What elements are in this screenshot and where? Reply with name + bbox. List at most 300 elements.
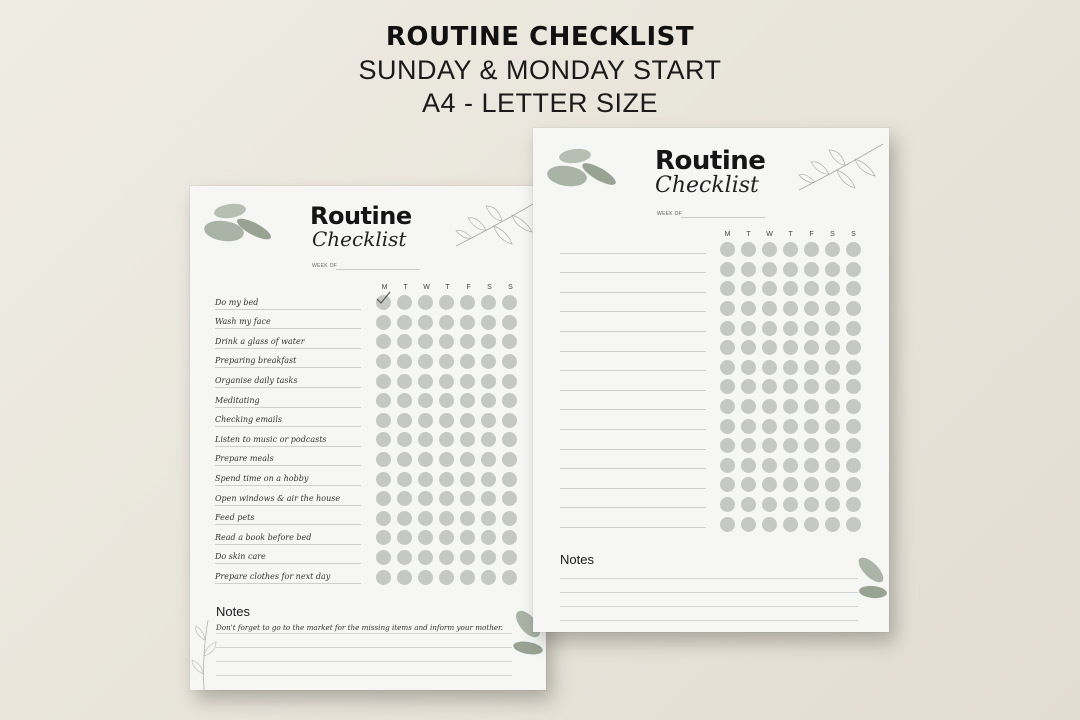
day-checkbox[interactable] [397,491,412,506]
product-subtitle-start: SUNDAY & MONDAY START [358,55,722,85]
task-label: Do my bed [215,297,259,307]
day-checkbox[interactable] [741,242,756,257]
task-row [560,254,706,274]
day-checkbox[interactable] [418,354,433,369]
day-labels [717,231,864,238]
notes-line [560,592,858,593]
checkbox-grid [720,240,867,534]
day-checkbox[interactable] [720,477,735,492]
checkbox-row [376,489,523,509]
task-label: Wash my face [215,317,271,327]
day-checkbox[interactable] [846,262,861,277]
day-checkbox[interactable] [762,281,777,296]
task-row [215,466,361,486]
day-checkbox[interactable] [439,295,454,310]
checkbox-row [376,548,523,568]
day-checkbox[interactable] [720,458,735,473]
day-label: T [403,284,408,291]
task-label: Meditating [215,395,260,405]
day-checkbox[interactable] [502,570,517,585]
day-checkbox[interactable] [460,452,475,467]
task-row [560,508,706,528]
day-checkbox[interactable] [804,281,819,296]
checklist-sheet-blank [533,128,889,632]
day-checkbox[interactable] [804,360,819,375]
day-checkbox[interactable] [439,511,454,526]
day-checkbox[interactable] [376,334,391,349]
day-checkbox[interactable] [804,497,819,512]
day-checkbox[interactable] [762,477,777,492]
day-checkbox[interactable] [783,340,798,355]
day-checkbox[interactable] [846,360,861,375]
day-checkbox[interactable] [376,315,391,330]
checkbox-row [720,514,867,534]
day-checkbox[interactable] [418,570,433,585]
day-checkbox[interactable] [397,511,412,526]
day-checkbox[interactable] [762,262,777,277]
day-checkbox[interactable] [804,438,819,453]
day-checkbox[interactable] [825,438,840,453]
checkbox-row [376,371,523,391]
day-checkbox[interactable] [460,530,475,545]
day-checkbox[interactable] [762,242,777,257]
day-checkbox[interactable] [397,374,412,389]
day-checkbox[interactable] [720,281,735,296]
botanical-branch-icon [190,616,218,690]
leaf-decoration-icon [545,146,623,196]
day-checkbox[interactable] [439,374,454,389]
day-checkbox[interactable] [741,399,756,414]
day-label: S [830,231,835,238]
day-checkbox[interactable] [481,393,496,408]
checklist-sheet-filled [190,186,546,690]
botanical-branch-icon [452,198,546,258]
day-checkbox[interactable] [720,497,735,512]
day-checkbox[interactable] [460,295,475,310]
day-labels [374,284,521,291]
leaf-decoration-icon [202,200,280,250]
day-checkbox[interactable] [481,550,496,565]
notes-line [560,606,858,607]
day-checkbox[interactable] [804,242,819,257]
day-checkbox[interactable] [502,354,517,369]
day-checkbox[interactable] [397,354,412,369]
notes-line [216,633,512,634]
task-row [560,371,706,391]
day-checkbox[interactable] [720,301,735,316]
day-checkbox[interactable] [502,511,517,526]
day-checkbox[interactable] [418,334,433,349]
notes-line [560,578,858,579]
day-checkbox[interactable] [783,379,798,394]
day-checkbox[interactable] [762,438,777,453]
day-checkbox[interactable] [783,242,798,257]
day-checkbox[interactable] [762,340,777,355]
day-checkbox[interactable] [762,458,777,473]
task-label: Open windows & air the house [215,493,341,503]
task-row [560,312,706,332]
day-checkbox[interactable] [481,374,496,389]
week-of-label: WEEK OF [312,263,338,269]
day-checkbox[interactable] [804,340,819,355]
day-checkbox[interactable] [418,413,433,428]
day-checkbox[interactable] [460,570,475,585]
day-checkbox[interactable] [804,379,819,394]
notes-text: Don't forget to go to the market for the missing items and inform your mother. [216,623,504,632]
day-checkbox[interactable] [720,399,735,414]
day-checkbox[interactable] [720,517,735,532]
day-checkbox[interactable] [460,374,475,389]
checkbox-row [376,391,523,411]
sheet-title-checklist: Checklist [312,227,407,251]
day-checkbox[interactable] [481,413,496,428]
task-row [215,368,361,388]
notes-line [216,675,512,676]
task-row [560,293,706,313]
day-checkbox[interactable] [741,321,756,336]
task-row [215,545,361,565]
day-label: W [423,284,430,291]
day-label: T [445,284,450,291]
day-label: F [809,231,814,238]
day-checkbox[interactable] [397,413,412,428]
day-checkbox[interactable] [481,491,496,506]
day-checkbox[interactable] [397,550,412,565]
day-checkbox[interactable] [762,497,777,512]
sheet-title-routine: Routine [655,146,766,176]
checkbox-row [720,260,867,280]
day-checkbox[interactable] [376,374,391,389]
day-checkbox[interactable] [418,393,433,408]
task-row [560,391,706,411]
checkbox-row [376,509,523,529]
day-checkbox[interactable] [846,340,861,355]
day-checkbox[interactable] [783,477,798,492]
day-checkbox[interactable] [783,262,798,277]
day-checkbox[interactable] [460,550,475,565]
sheet-title-checklist: Checklist [655,173,759,198]
day-checkbox[interactable] [439,432,454,447]
day-checkbox[interactable] [376,393,391,408]
day-checkbox[interactable] [825,281,840,296]
day-checkbox[interactable] [846,399,861,414]
day-checkbox[interactable] [783,360,798,375]
task-label: Feed pets [215,513,255,523]
day-checkbox[interactable] [720,321,735,336]
day-checkbox[interactable] [762,360,777,375]
day-checkbox[interactable] [783,517,798,532]
day-checkbox[interactable] [502,472,517,487]
day-checkbox[interactable] [439,315,454,330]
day-checkbox[interactable] [418,295,433,310]
day-checkbox[interactable] [846,281,861,296]
day-checkbox[interactable] [397,295,412,310]
day-checkbox[interactable] [439,393,454,408]
day-checkbox[interactable] [439,452,454,467]
day-checkbox[interactable] [439,334,454,349]
day-checkbox[interactable] [783,497,798,512]
day-checkbox[interactable] [741,517,756,532]
day-checkbox[interactable] [376,295,391,310]
day-checkbox[interactable] [502,413,517,428]
day-checkbox[interactable] [720,242,735,257]
day-checkbox[interactable] [846,379,861,394]
day-checkbox[interactable] [741,477,756,492]
day-checkbox[interactable] [439,413,454,428]
task-label: Read a book before bed [215,532,312,542]
day-checkbox[interactable] [783,321,798,336]
day-checkbox[interactable] [502,295,517,310]
checkbox-row [376,469,523,489]
day-checkbox[interactable] [762,301,777,316]
checkbox-row [720,358,867,378]
day-checkbox[interactable] [846,517,861,532]
day-checkbox[interactable] [846,242,861,257]
day-checkbox[interactable] [376,511,391,526]
day-checkbox[interactable] [720,379,735,394]
day-checkbox[interactable] [439,472,454,487]
day-checkbox[interactable] [783,458,798,473]
day-checkbox[interactable] [762,379,777,394]
day-checkbox[interactable] [397,530,412,545]
task-row [560,332,706,352]
day-checkbox[interactable] [502,432,517,447]
day-checkbox[interactable] [481,354,496,369]
day-checkbox[interactable] [481,472,496,487]
day-checkbox[interactable] [481,530,496,545]
day-checkbox[interactable] [825,262,840,277]
task-label: Listen to music or podcasts [215,434,327,444]
day-checkbox[interactable] [741,281,756,296]
day-checkbox[interactable] [804,301,819,316]
day-checkbox[interactable] [720,340,735,355]
day-checkbox[interactable] [418,550,433,565]
day-checkbox[interactable] [397,432,412,447]
day-checkbox[interactable] [825,379,840,394]
day-checkbox[interactable] [502,374,517,389]
day-checkbox[interactable] [481,315,496,330]
day-checkbox[interactable] [825,419,840,434]
day-checkbox[interactable] [460,472,475,487]
day-checkbox[interactable] [741,438,756,453]
task-row [560,450,706,470]
day-checkbox[interactable] [846,321,861,336]
day-checkbox[interactable] [825,340,840,355]
day-checkbox[interactable] [460,413,475,428]
checkbox-row [720,416,867,436]
notes-line [216,647,512,648]
day-checkbox[interactable] [825,360,840,375]
day-checkbox[interactable] [825,458,840,473]
task-label: Do skin care [215,552,266,562]
day-checkbox[interactable] [376,354,391,369]
day-checkbox[interactable] [846,477,861,492]
day-checkbox[interactable] [502,550,517,565]
task-row [560,410,706,430]
day-checkbox[interactable] [825,399,840,414]
day-checkbox[interactable] [397,393,412,408]
day-checkbox[interactable] [439,570,454,585]
day-checkbox[interactable] [804,399,819,414]
day-checkbox[interactable] [439,354,454,369]
day-checkbox[interactable] [397,570,412,585]
task-row [560,234,706,254]
day-checkbox[interactable] [502,491,517,506]
day-checkbox[interactable] [439,491,454,506]
day-checkbox[interactable] [418,374,433,389]
day-checkbox[interactable] [376,472,391,487]
day-checkbox[interactable] [804,262,819,277]
notes-label: Notes [216,604,250,619]
day-checkbox[interactable] [846,419,861,434]
day-checkbox[interactable] [397,452,412,467]
day-checkbox[interactable] [418,472,433,487]
day-checkbox[interactable] [720,360,735,375]
day-checkbox[interactable] [481,452,496,467]
day-checkbox[interactable] [397,315,412,330]
day-checkbox[interactable] [460,354,475,369]
task-row [215,408,361,428]
day-checkbox[interactable] [804,477,819,492]
task-label: Prepare clothes for next day [215,571,331,581]
day-checkbox[interactable] [418,315,433,330]
day-checkbox[interactable] [783,301,798,316]
day-checkbox[interactable] [502,393,517,408]
task-row [215,388,361,408]
week-of-line [336,269,420,270]
day-checkbox[interactable] [741,497,756,512]
day-checkbox[interactable] [397,334,412,349]
day-checkbox[interactable] [741,340,756,355]
week-of-label: WEEK OF [657,211,683,217]
checkbox-row [720,495,867,515]
day-checkbox[interactable] [804,321,819,336]
day-checkbox[interactable] [846,301,861,316]
day-checkbox[interactable] [502,530,517,545]
day-checkbox[interactable] [762,517,777,532]
day-checkbox[interactable] [783,399,798,414]
day-checkbox[interactable] [376,491,391,506]
day-checkbox[interactable] [481,295,496,310]
day-checkbox[interactable] [783,281,798,296]
day-checkbox[interactable] [804,419,819,434]
task-row [215,349,361,369]
day-checkbox[interactable] [460,315,475,330]
day-label: F [466,284,471,291]
day-checkbox[interactable] [783,438,798,453]
day-checkbox[interactable] [720,438,735,453]
day-checkbox[interactable] [418,530,433,545]
day-checkbox[interactable] [825,477,840,492]
day-checkbox[interactable] [741,419,756,434]
day-checkbox[interactable] [418,432,433,447]
day-checkbox[interactable] [846,497,861,512]
day-checkbox[interactable] [825,497,840,512]
task-list [560,234,706,528]
day-checkbox[interactable] [376,570,391,585]
checkbox-row [720,279,867,299]
product-subtitle-size: A4 - LETTER SIZE [421,88,659,118]
checkbox-row [720,299,867,319]
day-checkbox[interactable] [397,472,412,487]
day-checkbox[interactable] [741,458,756,473]
day-checkbox[interactable] [481,570,496,585]
day-checkbox[interactable] [481,334,496,349]
day-checkbox[interactable] [460,334,475,349]
day-checkbox[interactable] [804,517,819,532]
day-checkbox[interactable] [720,419,735,434]
day-checkbox[interactable] [481,511,496,526]
day-checkbox[interactable] [741,262,756,277]
day-checkbox[interactable] [502,315,517,330]
day-checkbox[interactable] [439,530,454,545]
day-checkbox[interactable] [825,301,840,316]
day-checkbox[interactable] [825,321,840,336]
task-row [215,506,361,526]
day-checkbox[interactable] [825,517,840,532]
checkbox-row [720,377,867,397]
day-checkbox[interactable] [418,511,433,526]
day-checkbox[interactable] [741,379,756,394]
day-label: S [487,284,492,291]
checkbox-row [720,397,867,417]
task-label: Checking emails [215,415,283,425]
day-checkbox[interactable] [376,432,391,447]
checkbox-row [376,352,523,372]
day-checkbox[interactable] [825,242,840,257]
day-checkbox[interactable] [762,399,777,414]
day-checkbox[interactable] [376,413,391,428]
task-row [215,427,361,447]
day-checkbox[interactable] [502,452,517,467]
day-checkbox[interactable] [502,334,517,349]
day-checkbox[interactable] [846,458,861,473]
day-checkbox[interactable] [460,491,475,506]
day-checkbox[interactable] [846,438,861,453]
day-checkbox[interactable] [460,393,475,408]
day-checkbox[interactable] [376,530,391,545]
check-mark-icon [375,291,392,306]
day-checkbox[interactable] [376,452,391,467]
product-title: ROUTINE CHECKLIST [385,22,695,52]
task-row [560,352,706,372]
notes-line [216,661,512,662]
sheet-title-routine: Routine [310,202,412,230]
day-checkbox[interactable] [720,262,735,277]
day-checkbox[interactable] [460,432,475,447]
day-checkbox[interactable] [741,360,756,375]
checkbox-row [376,332,523,352]
day-checkbox[interactable] [439,550,454,565]
day-checkbox[interactable] [783,419,798,434]
day-checkbox[interactable] [762,321,777,336]
checkbox-grid [376,293,523,587]
day-checkbox[interactable] [762,419,777,434]
day-checkbox[interactable] [376,550,391,565]
leaf-decoration-icon [841,550,889,610]
day-checkbox[interactable] [418,452,433,467]
day-checkbox[interactable] [460,511,475,526]
day-checkbox[interactable] [741,301,756,316]
task-label: Drink a glass of water [215,336,305,346]
day-checkbox[interactable] [804,458,819,473]
day-checkbox[interactable] [418,491,433,506]
notes-line [560,620,858,621]
task-label: Organise daily tasks [215,375,298,385]
checkbox-row [376,293,523,313]
day-checkbox[interactable] [481,432,496,447]
product-header [0,20,1080,120]
